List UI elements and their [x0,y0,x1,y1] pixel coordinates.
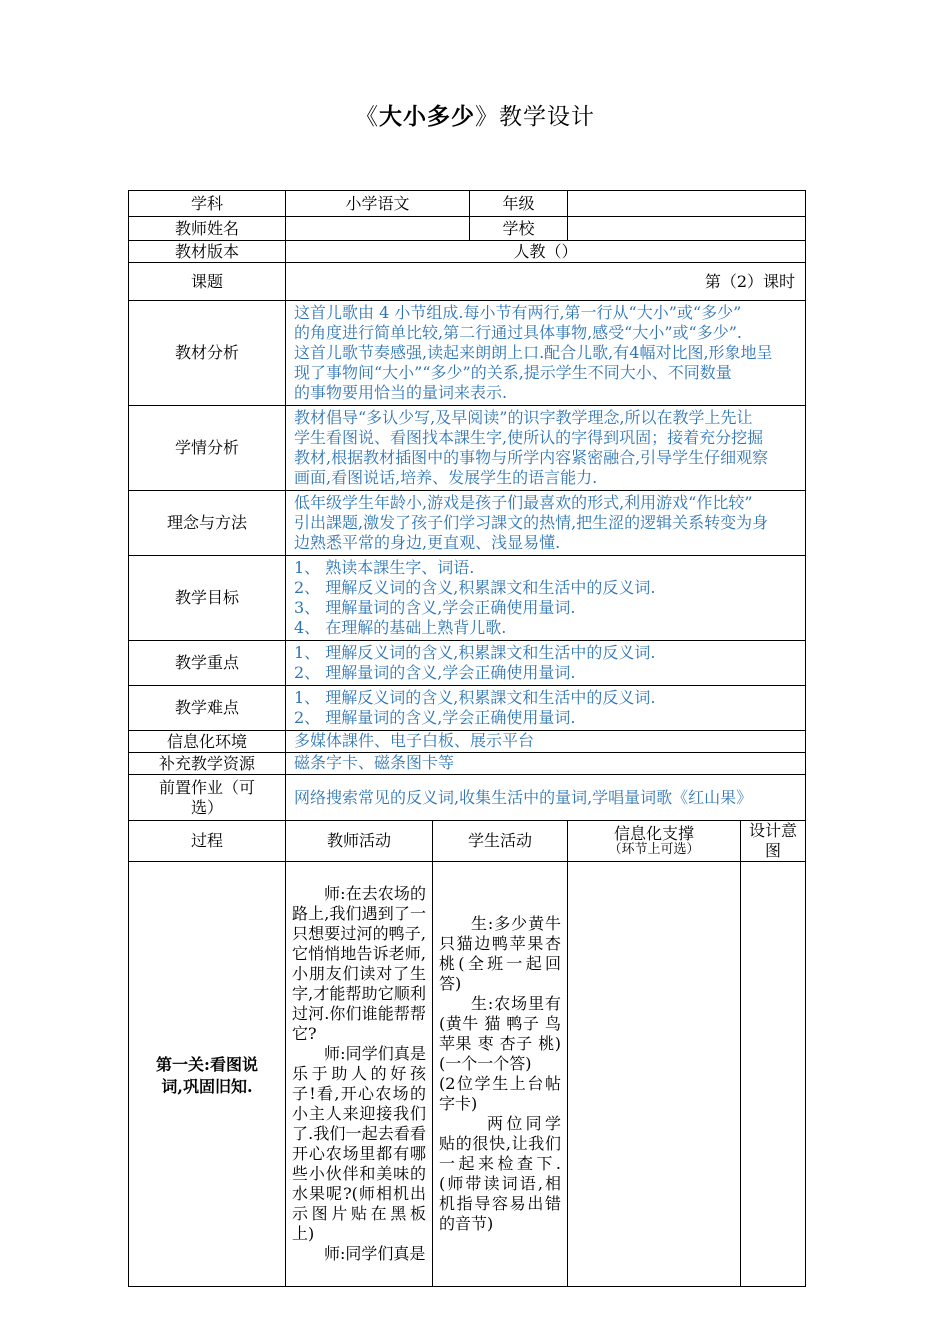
textbook-analysis-content [286,301,806,406]
student-paragraph: (2位学生上台帖字卡) [439,1074,562,1113]
text-line: 现了事物间“大小”“多少”的关系,提示学生不同大小、不同数量 [294,363,732,382]
row-difficulties [129,686,806,731]
row-topic [129,263,806,301]
teacher-paragraph: 师:同学们真是 [324,1244,426,1263]
text-line: 边熟悉平常的身边,更直观、浅显易懂. [294,533,561,552]
label-line: 前置作业（可 [158,777,255,797]
stage-name-line: 词,巩固旧知. [161,1077,253,1096]
stage-1-design-intent [741,862,806,1287]
row-student-analysis [129,406,806,491]
edition-label: 教材版本 [129,241,286,263]
teacher-value [286,217,470,241]
row-process-header [129,821,806,862]
text-line: 1、 理解反义词的含义,积累課文和生活中的反义词. [294,643,656,662]
title-close-bracket: 》 [475,104,499,130]
text-line: 1、 理解反义词的含义,积累課文和生活中的反义词. [294,688,656,707]
header-info-support [568,821,741,862]
info-support-subtitle: （环节上可选） [608,842,700,857]
edition-value: 人教（） [286,241,806,263]
resources-label: 补充教学资源 [129,753,286,775]
environment-label: 信息化环境 [129,731,286,753]
stage-1-student-activity [433,862,568,1287]
header-teacher-activity: 教师活动 [286,821,433,862]
row-textbook-analysis [129,301,806,406]
subject-label: 学科 [129,191,286,217]
resources-content: 磁条字卡、磁条图卡等 [286,753,806,775]
text-line: 低年级学生年龄小,游戏是孩子们最喜欢的形式,利用游戏“作比较” [294,493,753,512]
text-line: 学生看图说、看图找本課生字,使所认的字得到巩固；接着充分挖掘 [294,428,764,447]
preview-homework-content: 网络搜索常见的反义词,收集生活中的量词,学唱量词歌《红山果》 [286,775,806,821]
method-content [286,491,806,556]
text-line: 画面,看图说话,培养、发展学生的语言能力. [294,468,598,487]
text-line: 教材,根据教材插图中的事物与所学内容紧密融合,引导学生仔细观察 [294,448,769,467]
school-label: 学校 [470,217,568,241]
title-open-bracket: 《 [355,104,379,130]
row-goals [129,556,806,641]
row-preview-homework [129,775,806,821]
school-value [568,217,806,241]
row-resources [129,753,806,775]
text-line: 2、 理解量词的含义,学会正确使用量词. [294,708,576,727]
row-stage-1 [129,862,806,1287]
textbook-analysis-label: 教材分析 [129,301,286,406]
header-student-activity: 学生活动 [433,821,568,862]
row-environment [129,731,806,753]
subject-value: 小学语文 [286,191,470,217]
stage-1-name [129,862,286,1287]
row-method [129,491,806,556]
student-analysis-content [286,406,806,491]
key-points-content [286,641,806,686]
header-design-intent: 设计意图 [741,821,806,862]
goals-label: 教学目标 [129,556,286,641]
text-line: 这首儿歌由 4 小节组成.每小节有两行,第一行从“大小”或“多少” [294,303,742,322]
key-points-label: 教学重点 [129,641,286,686]
row-key-points [129,641,806,686]
student-paragraph: 生:多少黄牛只猫边鸭苹果杏桃(全班一起回答) [439,914,562,993]
text-line: 2、 理解量词的含义,学会正确使用量词. [294,663,576,682]
title-lesson-name: 大小多少 [379,103,475,130]
student-analysis-label: 学情分析 [129,406,286,491]
row-edition [129,241,806,263]
row-subject [129,191,806,217]
row-teacher [129,217,806,241]
topic-value: 第（2）课时 [286,263,806,301]
info-support-title: 信息化支撑 [614,824,695,843]
text-line: 的角度进行简单比较,第二行通过具体事物,感受“大小”或“多少”. [294,323,742,342]
text-line: 1、 熟读本課生字、词语. [294,558,475,577]
stage-1-teacher-activity [286,862,433,1287]
grade-label: 年级 [470,191,568,217]
difficulties-content [286,686,806,731]
stage-1-info-support [568,862,741,1287]
stage-name-line: 第一关:看图说 [156,1055,258,1074]
preview-homework-label [129,775,286,821]
student-paragraph: 两位同学贴的很快,让我们一起来检查下.(师带读词语,相机指导容易出错的音节) [439,1114,562,1233]
difficulties-label: 教学难点 [129,686,286,731]
teacher-label: 教师姓名 [129,217,286,241]
title-suffix: 教学设计 [499,104,595,130]
grade-value [568,191,806,217]
text-line: 的事物要用恰当的量词来表示. [294,383,508,402]
goals-content [286,556,806,641]
text-line: 2、 理解反义词的含义,积累課文和生活中的反义词. [294,578,656,597]
teacher-paragraph: 师:在去农场的路上,我们遇到了一只想要过河的鸭子,它悄悄地告诉老师,小朋友们读对了生字,才能帮助它顺利过河.你们谁能帮帮它? [292,884,426,1043]
document-title [0,98,950,131]
label-line: 选） [190,797,223,817]
text-line: 教材倡导“多认少写,及早阅读”的识字教学理念,所以在教学上先让 [294,408,753,427]
text-line: 引出課题,激发了孩子们学习課文的热情,把生涩的逻辑关系转变为身 [294,513,769,532]
header-process: 过程 [129,821,286,862]
teacher-paragraph: 师:同学们真是乐于助人的好孩子!看,开心农场的小主人来迎接我们了.我们一起去看看开心农场里都有哪些小伙伴和美味的水果呢?(师相机出示图片贴在黑板上) [292,1044,426,1243]
method-label: 理念与方法 [129,491,286,556]
text-line: 3、 理解量词的含义,学会正确使用量词. [294,598,576,617]
environment-content: 多媒体課件、电子白板、展示平台 [286,731,806,753]
lesson-plan-table [128,190,806,1287]
student-paragraph: 生:农场里有(黄牛 猫 鸭子 鸟 苹果 枣 杏子 桃)(一个一个答) [439,994,562,1073]
text-line: 这首儿歌节奏感强,读起来朗朗上口.配合儿歌,有4幅对比图,形象地呈 [294,343,773,362]
text-line: 4、 在理解的基础上熟背儿歌. [294,618,507,637]
topic-label: 课题 [129,263,286,301]
